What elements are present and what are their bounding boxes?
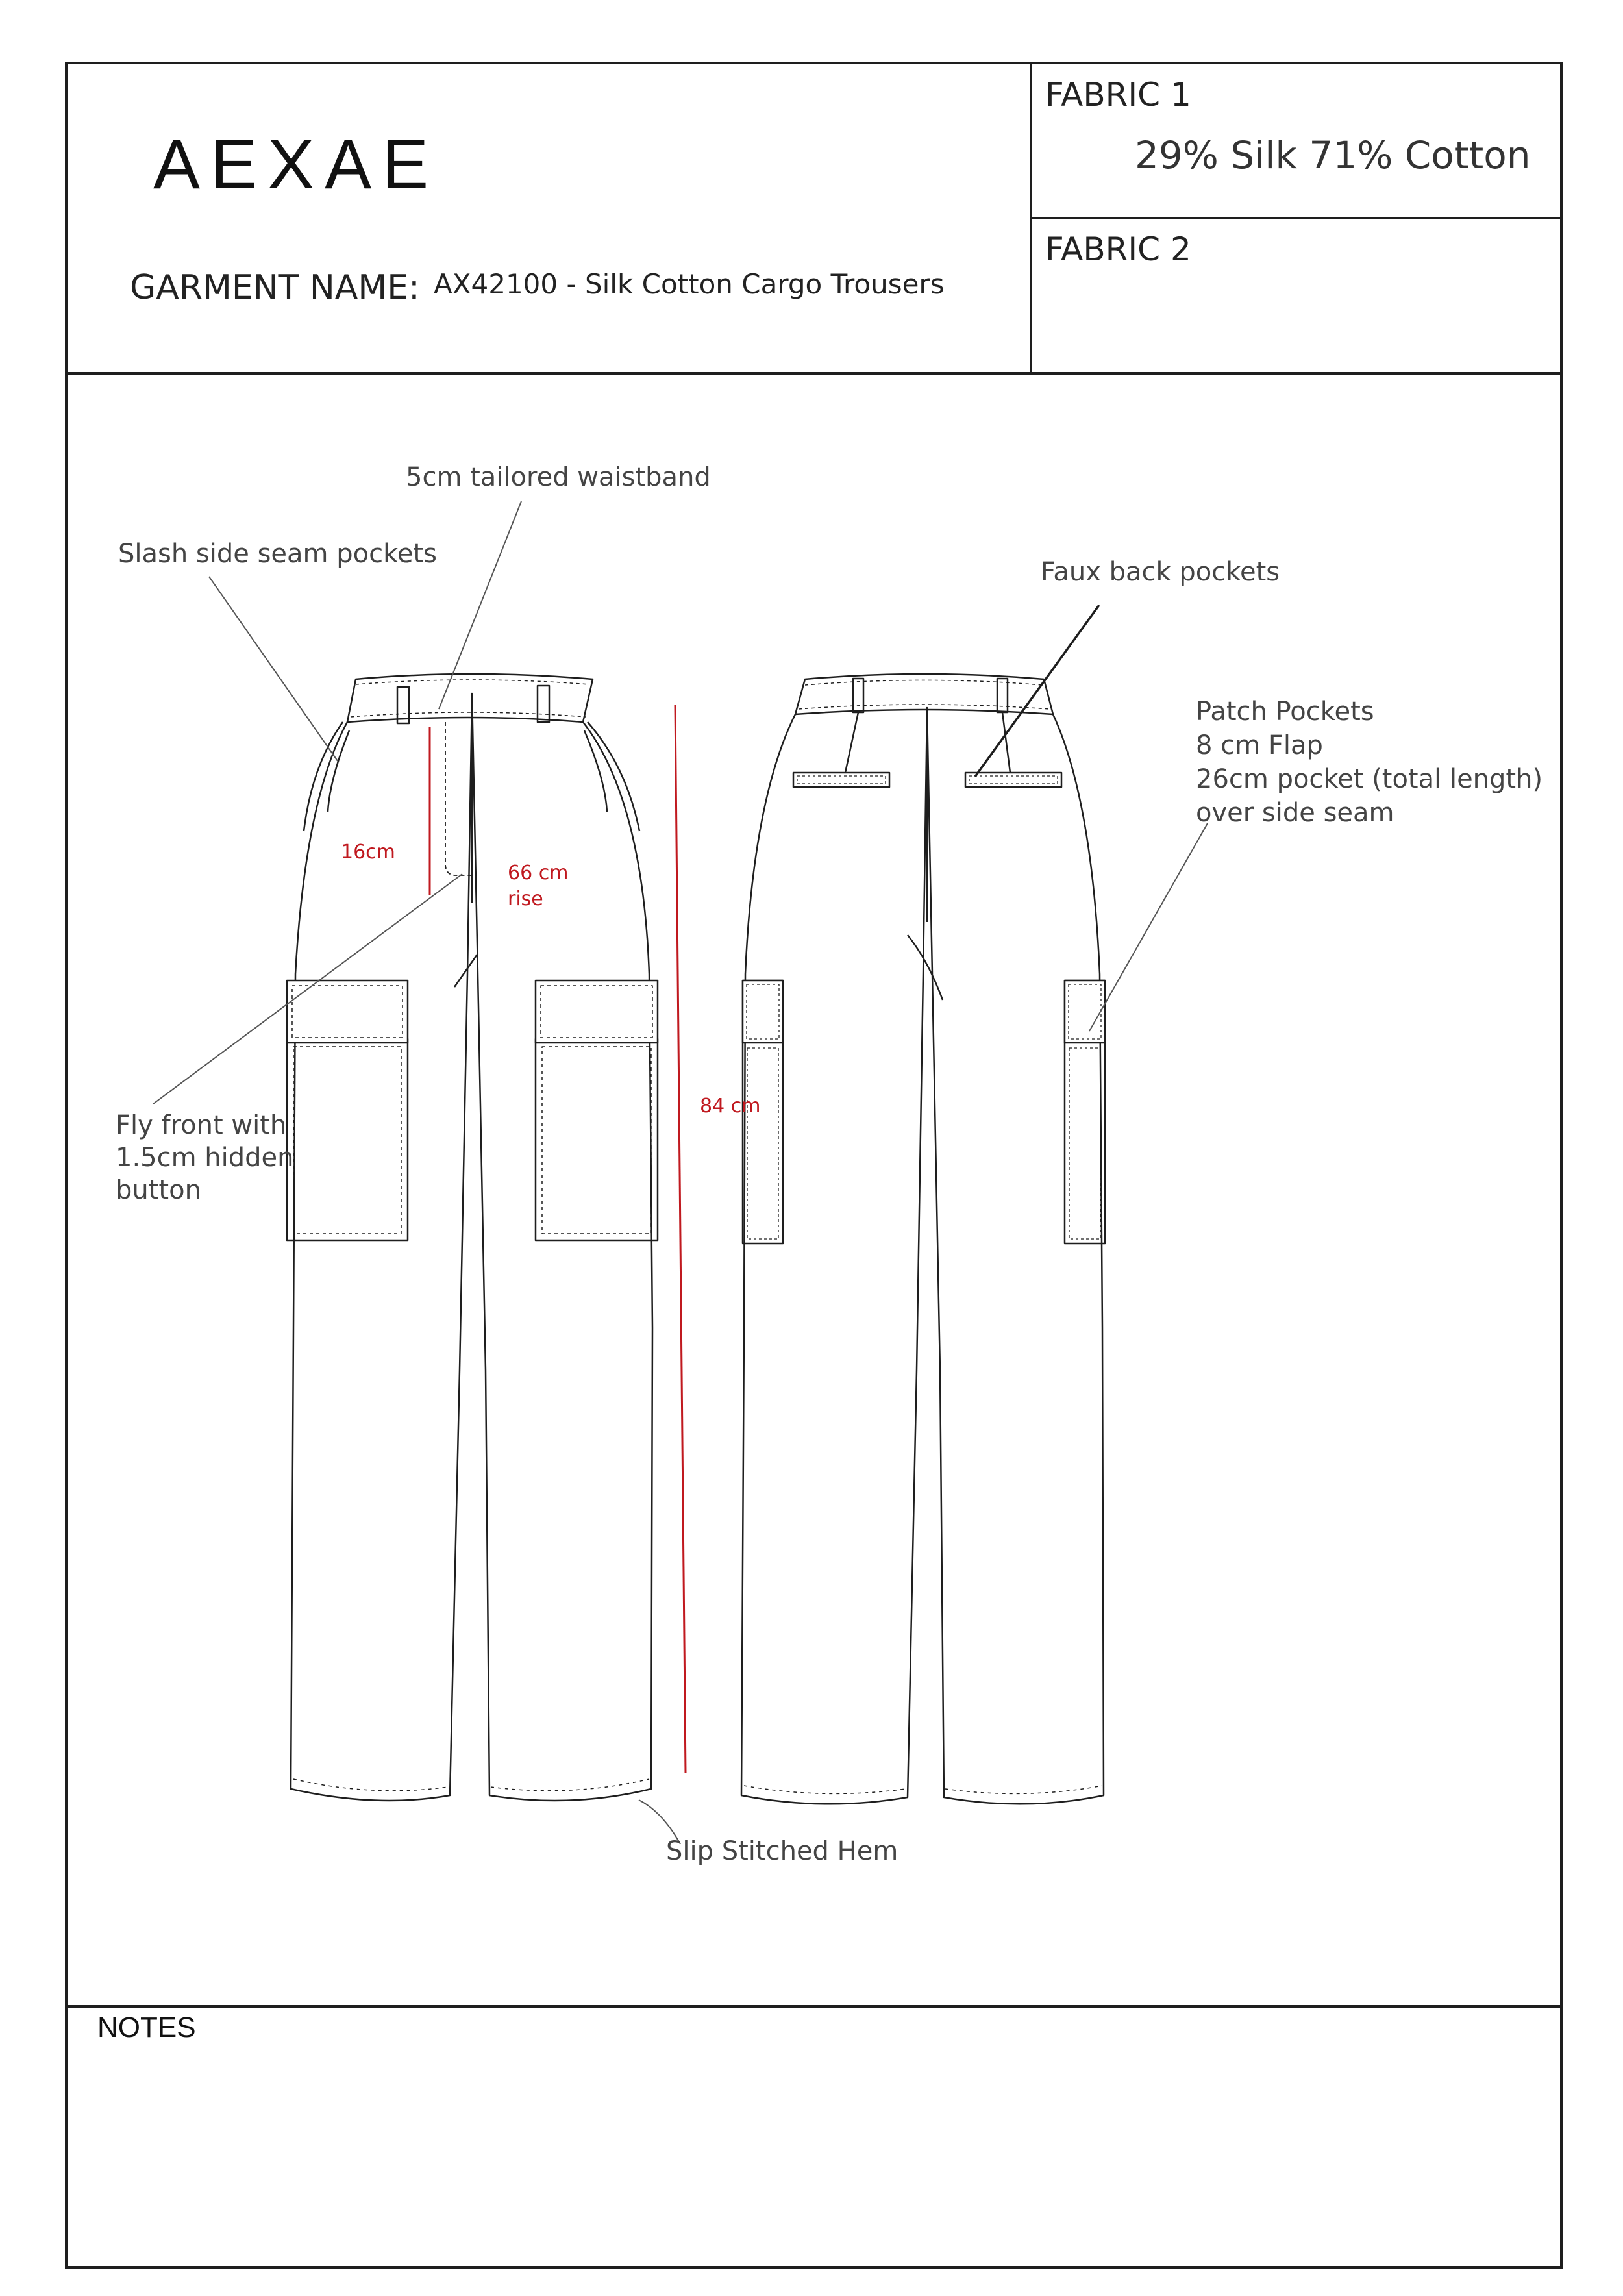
leader-patch-pockets xyxy=(1089,823,1208,1031)
patch-pockets-line-3: 26cm pocket (total length) xyxy=(1196,764,1543,794)
slash-pocket-left xyxy=(304,722,349,831)
measure-rise-label xyxy=(508,860,568,912)
fabric2-label: FABRIC 2 xyxy=(1045,231,1191,268)
annotation-slash-pockets: Slash side seam pockets xyxy=(118,539,437,569)
annotation-patch-pockets xyxy=(1196,695,1542,830)
garment-name-label: GARMENT NAME: xyxy=(130,268,420,307)
front-belt-loop-right xyxy=(538,686,549,722)
back-trousers xyxy=(741,674,1105,1804)
notes-label: NOTES xyxy=(97,2012,196,2043)
measure-fly-label: 16cm xyxy=(341,841,395,864)
brand-logo: AEXAE xyxy=(153,125,440,203)
fabric1-value: 29% Silk 71% Cotton xyxy=(1135,133,1531,177)
measure-total-label: 84 cm xyxy=(700,1095,761,1117)
leader-faux-back-pockets xyxy=(975,605,1099,777)
fly-front-line-3: button xyxy=(116,1175,201,1205)
patch-pockets-line-4: over side seam xyxy=(1196,798,1394,828)
front-cargo-pocket-left xyxy=(287,1039,408,1240)
fly-front-line-1: Fly front with xyxy=(116,1110,287,1140)
fly-front-line-2: 1.5cm hidden xyxy=(116,1143,294,1173)
annotation-fly-front xyxy=(116,1109,294,1206)
leader-slash-pockets xyxy=(209,577,338,761)
rise-line-1: 66 cm xyxy=(508,862,569,884)
garment-name-value: AX42100 - Silk Cotton Cargo Trousers xyxy=(434,268,945,300)
leader-waistband xyxy=(439,501,521,709)
measure-total xyxy=(675,705,686,1773)
slash-pocket-right xyxy=(584,722,639,831)
annotation-hem: Slip Stitched Hem xyxy=(666,1836,898,1866)
faux-back-pocket-left xyxy=(793,773,889,787)
front-cargo-pocket-right xyxy=(536,1039,658,1240)
faux-back-pocket-right xyxy=(965,773,1061,787)
annotation-faux-back-pockets: Faux back pockets xyxy=(1041,557,1280,587)
rise-line-2: rise xyxy=(508,888,543,910)
fabric1-label: FABRIC 1 xyxy=(1045,76,1191,114)
annotation-waistband: 5cm tailored waistband xyxy=(406,462,711,492)
back-belt-loop-left xyxy=(853,679,863,712)
back-outline xyxy=(741,708,1104,1804)
fly-stitch xyxy=(445,722,472,875)
patch-pockets-line-2: 8 cm Flap xyxy=(1196,730,1323,760)
patch-pockets-line-1: Patch Pockets xyxy=(1196,697,1374,727)
back-belt-loop-right xyxy=(997,679,1008,712)
leader-fly-front xyxy=(153,874,462,1104)
